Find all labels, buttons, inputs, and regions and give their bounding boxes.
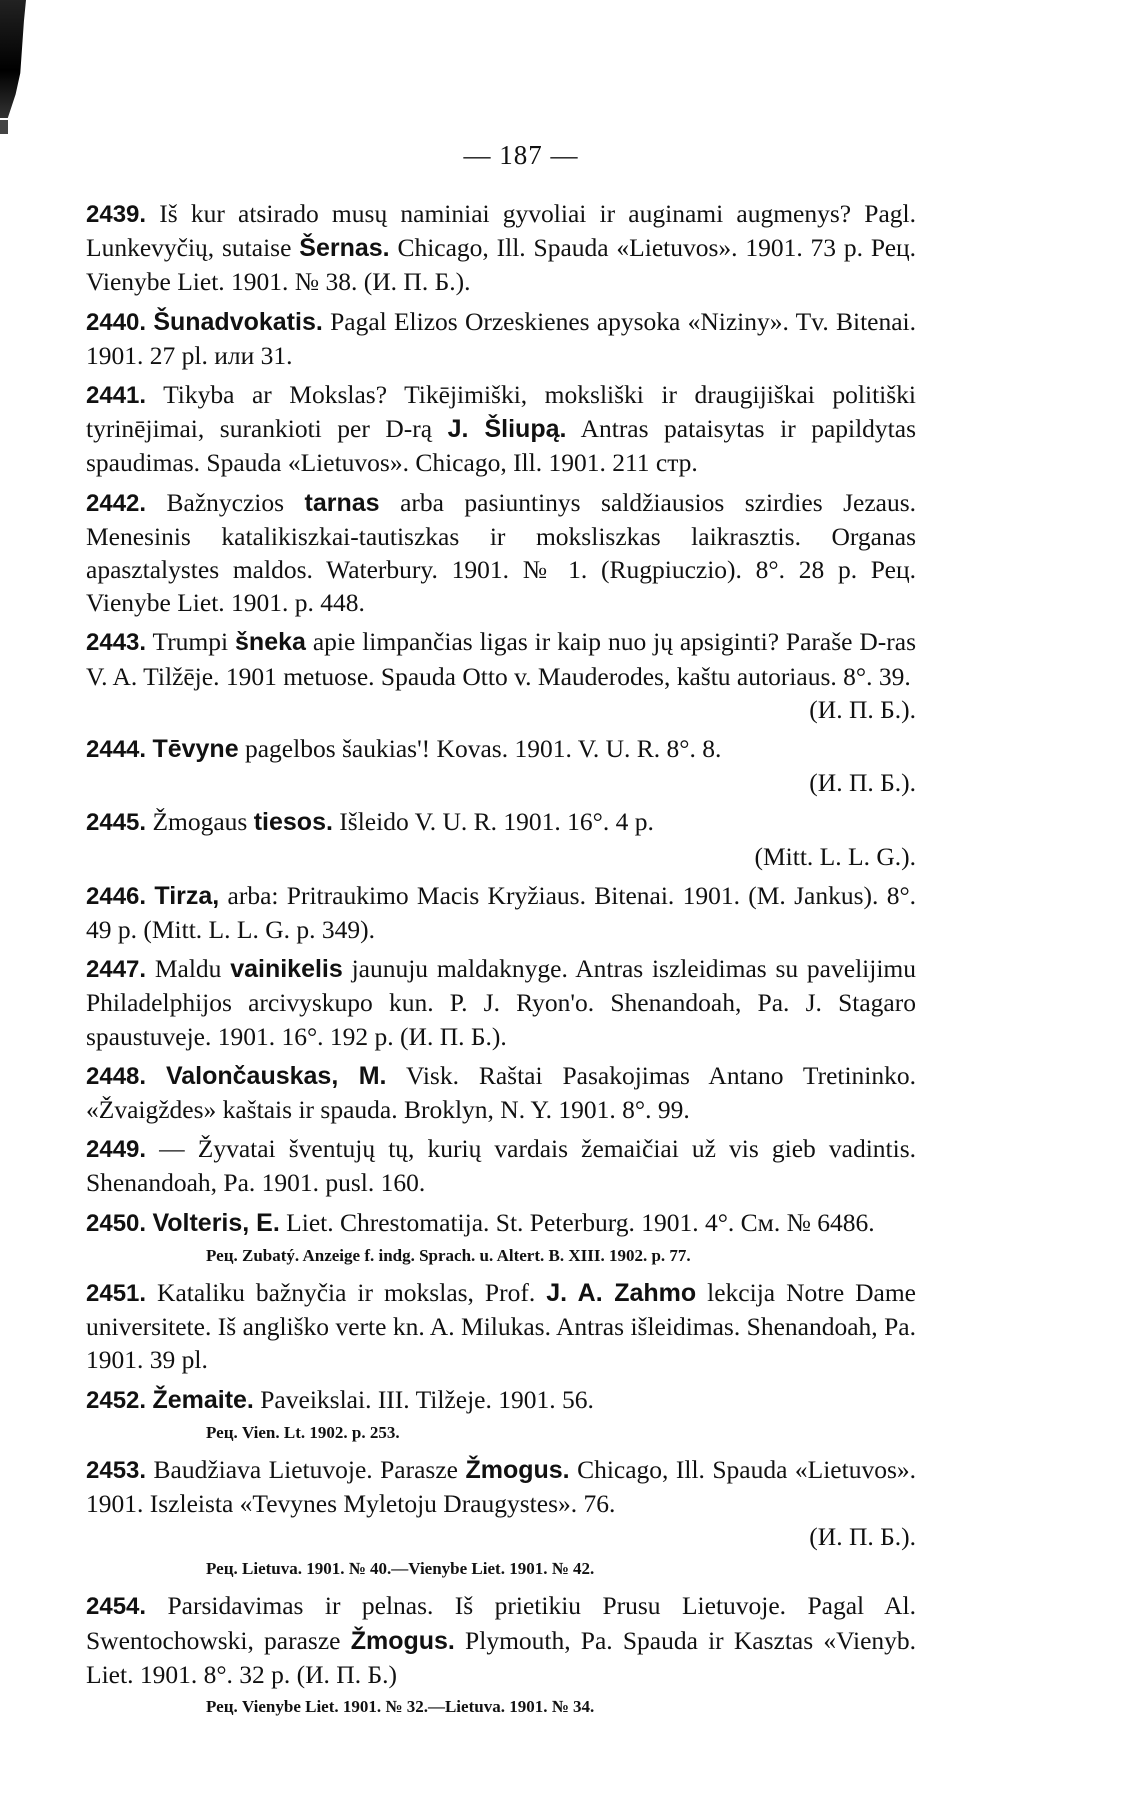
entry <box>86 1206 916 1240</box>
entry-heading: tiesos. <box>253 808 333 837</box>
entry-heading: šneka <box>235 628 306 657</box>
entry-number: 2450. <box>86 1209 147 1237</box>
entry-text-post: apie limpančias ligas ir kaip nuo jų apsiginti? Paraše D-ras V. A. Tilžēje. 1901 metuose. Spauda Otto v. Mauderodes, kaštu autoriaus. 8°. 39. <box>86 627 917 691</box>
entry-source: (И. П. Б.). <box>809 1522 916 1552</box>
entry-text-pre: Bažnyczios <box>166 487 285 517</box>
entry-review: Рец. Vien. Lt. 1902. p. 253. <box>206 1422 400 1442</box>
entry-heading: J. A. Zahmo <box>546 1278 697 1307</box>
entry <box>86 879 916 946</box>
entry-heading: vainikelis <box>230 955 343 984</box>
entry-list <box>86 197 916 1719</box>
entry <box>86 197 916 299</box>
entry-number: 2439. <box>86 201 147 228</box>
entry-number: 2441. <box>86 382 147 410</box>
entry-text-pre: — Žyvatai šventujų tų, kurių vardais žemaičiai už vis gieb vadintis. Shenandoah, Pa. 1901. pusl. 160. <box>86 1134 917 1198</box>
entry-number: 2447. <box>86 956 147 984</box>
entry <box>86 805 916 872</box>
entry-text-pre: Parsidavimas ir pelnas. Iš prietikiu Prusu Lietuvoje. Pagal Al. Swentochowski, parasze <box>86 1591 917 1655</box>
entry <box>86 1059 916 1126</box>
entry <box>86 378 916 480</box>
entry-text-post: arba: Pritraukimo Macis Kryžiaus. Bitenai. 1901. (M. Jankus). 8°. 49 p. (Mitt. L. L. G. p. 349). <box>86 880 917 945</box>
entry-heading: Šunadvokatis. <box>153 307 323 336</box>
entry-text-post: Chicago, Ill. Spauda «Lietuvos». 1901. 73 p. Рец. Vienybe Liet. 1901. № 38. (И. П. Б.). <box>86 233 917 297</box>
entry-heading: Tēvyne <box>152 735 239 764</box>
entry-text-post: Išleido V. U. R. 1901. 16°. 4 p. <box>339 807 654 837</box>
entry-heading: J. Šliupą. <box>447 415 567 444</box>
entry-heading: tarnas <box>304 488 380 517</box>
entry-number: 2453. <box>86 1456 147 1484</box>
scan-edge-mark-small <box>0 120 8 134</box>
entry-text-pre: Žmogaus <box>152 807 248 837</box>
entry <box>86 1383 916 1417</box>
entry-text-post: pagelbos šaukias'! Kovas. 1901. V. U. R. 8°. 8. <box>244 734 722 764</box>
entry-number: 2445. <box>86 809 147 837</box>
entry-text-pre: Maldu <box>154 954 222 984</box>
entry <box>86 1589 916 1691</box>
entry-text-post: Plymouth, Pa. Spauda ir Kasztas «Vienyb. Liet. 1901. 8°. 32 p. (И. П. Б.) <box>86 1625 917 1689</box>
entry-heading: Valončauskas, M. <box>165 1061 387 1090</box>
entry-number: 2451. <box>86 1279 147 1307</box>
entry-review: Рец. Zubatý. Anzeige f. indg. Sprach. u. Altert. B. XIII. 1902. p. 77. <box>206 1245 691 1265</box>
entry-text-post: jaunuju maldaknyge. Antras iszleidimas su pavelijimu Philadelphijos arcivyskupo kun. P. J. Ryon'o. Shenandoah, Pa. J. Stagaro spaustuveje. 1901. 16°. 192 p. (И. П. Б.). <box>86 954 916 1051</box>
entry-text-post: arba pasiuntinys saldžiausios szirdies Jezaus. Menesinis katalikiszkai-tautiszkas ir moksliszkas laikrasztis. Organas apasztalystes maldos. Waterbury. 1901. № 1. (Rugpiuczio). 8°. 28 p. Рец. Vienybe Liet. 1901. p. 448. <box>86 487 917 618</box>
entry-number: 2452. <box>86 1386 147 1414</box>
entry-review: Рец. Vienybe Liet. 1901. № 32.—Lietuva. 1901. № 34. <box>206 1696 595 1716</box>
entry-source: (Mitt. L. L. G.). <box>754 841 916 871</box>
entry <box>86 625 916 726</box>
page-number: — 187 — <box>463 140 579 170</box>
entry-text-post: Liet. Chrestomatija. St. Peterburg. 1901. 4°. См. № 6486. <box>286 1207 875 1237</box>
entry <box>86 1276 916 1377</box>
scan-edge-mark <box>0 0 26 118</box>
entry-source: (И. П. Б.). <box>809 694 916 724</box>
entry-number: 2448. <box>86 1062 147 1090</box>
entry <box>86 952 916 1053</box>
entry-text-post: lekcija Notre Dame universitete. Iš angliško verte kn. A. Milukas. Antras išleidimas. Shenandoah, Pa. 1901. 39 pl. <box>86 1277 917 1375</box>
page <box>86 140 916 1727</box>
entry-heading: Volteris, E. <box>152 1208 280 1237</box>
entry-number: 2449. <box>86 1136 147 1164</box>
entry-text-post: Visk. Raštai Pasakojimas Antano Tretininko. «Žvaigždes» kaštais ir spauda. Broklyn, N. Y. 1901. 8°. 99. <box>86 1060 917 1125</box>
entry-text-pre: Kataliku bažnyčia ir mokslas, Prof. <box>157 1277 536 1307</box>
entry <box>86 1453 916 1554</box>
entry-review: Рец. Lietuva. 1901. № 40.—Vienybe Liet. 1901. № 42. <box>206 1559 595 1579</box>
entry-heading: Žmogus. <box>350 1626 455 1655</box>
entry-number: 2442. <box>86 489 147 517</box>
entry-text-post: Chicago, Ill. Spauda «Lietuvos». 1901. Iszleista «Tevynes Myletoju Draugystes». 76. <box>86 1454 917 1518</box>
entry-number: 2440. <box>86 308 147 336</box>
entry-heading: Šernas. <box>299 234 390 263</box>
entry-text-pre: Tikyba ar Mokslas? Tikējimiški, moksliški ir draugijiškai politiški tyrinējimai, surankioti per D-rą <box>86 380 916 444</box>
entry-number: 2454. <box>86 1593 147 1621</box>
entry <box>86 1132 916 1199</box>
entry-heading: Žemaite. <box>152 1385 254 1414</box>
entry-number: 2443. <box>86 629 147 657</box>
entry <box>86 732 916 799</box>
entry-text-pre: Iš kur atsirado musų naminiai gyvoliai ir auginami augmenys? Pagl. Lunkevyčių, sutaise <box>86 199 916 263</box>
entry-source: (И. П. Б.). <box>809 768 916 798</box>
entry-text-pre: Trumpi <box>152 627 229 657</box>
entry-text-post: Paveikslai. III. Tilžeje. 1901. 56. <box>260 1384 594 1414</box>
entry-number: 2444. <box>86 736 147 764</box>
entry-text-pre: Baudžiava Lietuvoje. Parasze <box>153 1454 458 1484</box>
entry-number: 2446. <box>86 882 147 910</box>
entry-text-post: Pagal Elizos Orzeskienes apysoka «Niziny». Tv. Bitenai. 1901. 27 pl. или 31. <box>86 306 916 370</box>
entry <box>86 305 916 372</box>
entry-heading: Tirza, <box>154 881 220 910</box>
entry <box>86 486 916 620</box>
entry-heading: Žmogus. <box>465 1455 570 1484</box>
entry-text-post: Antras pataisytas ir papildytas spaudimas. Spauda «Lietuvos». Chicago, Ill. 1901. 211 стр. <box>86 414 917 478</box>
